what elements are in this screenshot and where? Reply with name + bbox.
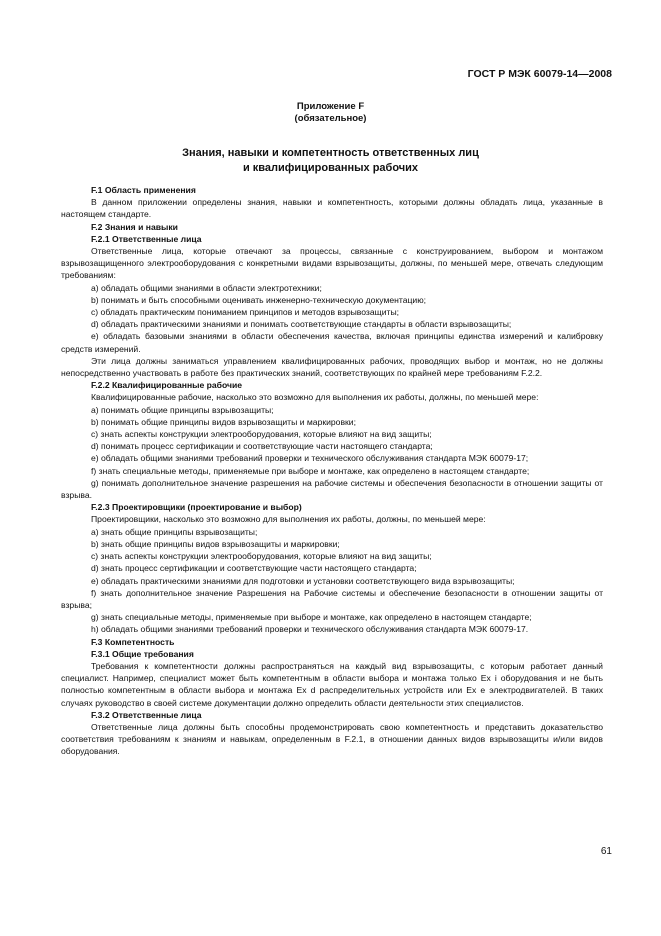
paragraph: b) понимать и быть способными оценивать инженерно-техническую документацию; <box>91 294 427 305</box>
section-title-line-1: Знания, навыки и компетентность ответственных лиц <box>182 147 479 159</box>
paragraph: Ответственные лица должны быть способны продемонстрировать свою компетентность и представить доказательство соответствия требованиям к знаниям и навыкам, определенным в F.2.1, в отношении данных видов взрывозащиты и/или видов оборудования. <box>61 721 603 757</box>
paragraph: c) знать аспекты конструкции электрооборудования, которые влияют на вид защиты; <box>91 551 432 562</box>
paragraph: f) знать специальные методы, применяемые при выборе и монтаже, как определено в настоящем стандарте; <box>91 465 530 476</box>
paragraph: Квалифицированные рабочие, насколько это возможно для выполнения их работы, должны, по меньшей мере: <box>91 392 539 403</box>
section-heading: F.2.2 Квалифицированные рабочие <box>91 380 243 391</box>
document-header-id: ГОСТ Р МЭК 60079-14—2008 <box>467 68 612 80</box>
paragraph: d) понимать процесс сертификации и соответствующие части настоящего стандарта; <box>91 441 433 452</box>
section-heading: F.2 Знания и навыки <box>91 221 178 232</box>
paragraph: b) понимать общие принципы видов взрывозащиты и маркировки; <box>91 416 356 427</box>
paragraph: h) обладать общими знаниями требований проверки и технического обслуживания стандарта МЭК 60079-17. <box>91 624 529 635</box>
paragraph: a) знать общие принципы взрывозащиты; <box>91 526 258 537</box>
section-heading: F.2.1 Ответственные лица <box>91 233 202 244</box>
paragraph: Эти лица должны заниматься управлением квалифицированных рабочих, проводящих выбор и монтаж, но не должны непосредственно участвовать в работе без практических знаний, соответствующих по крайней мере требованиям F.2.2. <box>61 355 603 379</box>
document-body <box>61 184 603 758</box>
section-heading: F.3 Компетентность <box>91 636 175 647</box>
section-title <box>0 146 661 175</box>
paragraph: d) обладать практическими знаниями и понимать соответствующие стандарты в области взрывозащиты; <box>91 319 512 330</box>
appendix-status: (обязательное) <box>294 113 367 124</box>
page-number: 61 <box>600 846 612 857</box>
section-heading: F.3.1 Общие требования <box>91 648 194 659</box>
section-heading: F.2.3 Проектировщики (проектирование и выбор) <box>91 502 302 513</box>
paragraph: d) знать процесс сертификации и соответствующие части настоящего стандарта; <box>91 563 417 574</box>
paragraph: e) обладать базовыми знаниями в области обеспечения качества, включая принципы единства измерений и калибровку средств измерений. <box>61 331 603 354</box>
paragraph: В данном приложении определены знания, навыки и компетентность, которыми должны обладать лица, указанные в настоящем стандарте. <box>61 197 603 220</box>
paragraph: Ответственные лица, которые отвечают за процессы, связанные с конструированием, выбором и монтажом взрывозащищенного электрооборудования с конкретными видами взрывозащиты, должны, по меньшей мере, отвечать следующим требованиям: <box>61 246 603 281</box>
appendix-label: Приложение F <box>296 101 365 112</box>
section-heading: F.1 Область применения <box>91 185 196 195</box>
paragraph: e) обладать практическими знаниями для подготовки и установки соответствующего вида взрывозащиты; <box>91 575 515 586</box>
paragraph: Требования к компетентности должны распространяться на каждый вид взрывозащиты, с которым работает данный специалист. Например, специалист может быть компетентным в области выбора и монтажа только Ex i оборудования и не быть полностью компетентным в области выбора и монтажа Ex d распределительных устройств или Ex e электродвигателей. В таких случаях руководство в своей системе документации должно определить области деятельности этих специалистов. <box>61 660 603 708</box>
paragraph: a) обладать общими знаниями в области электротехники; <box>91 282 322 293</box>
paragraph: g) знать специальные методы, применяемые при выборе и монтаже, как определено в настоящем стандарте; <box>91 612 532 623</box>
section-heading: F.3.2 Ответственные лица <box>91 709 202 720</box>
paragraph: c) знать аспекты конструкции электрооборудования, которые влияют на вид защиты; <box>91 429 432 440</box>
paragraph: f) знать дополнительное значение Разрешения на Рабочие системы и обеспечение безопасности в отношении защиты от взрыва; <box>61 587 603 610</box>
paragraph: a) понимать общие принципы взрывозащиты; <box>91 404 274 415</box>
paragraph: g) понимать дополнительное значение разрешения на рабочие системы и обеспечения безопасности в отношении защиты от взрыва. <box>61 477 603 501</box>
paragraph: Проектировщики, насколько это возможно для выполнения их работы, должны, по меньшей мере: <box>91 514 486 525</box>
paragraph: b) знать общие принципы видов взрывозащиты и маркировки; <box>91 538 340 549</box>
paragraph: e) обладать общими знаниями требований проверки и технического обслуживания стандарта МЭК 60079-17; <box>91 453 529 464</box>
section-title-line-2: и квалифицированных рабочих <box>242 161 419 174</box>
appendix-heading <box>0 101 661 125</box>
paragraph: c) обладать практическим пониманием принципов и методов взрывозащиты; <box>91 307 400 318</box>
